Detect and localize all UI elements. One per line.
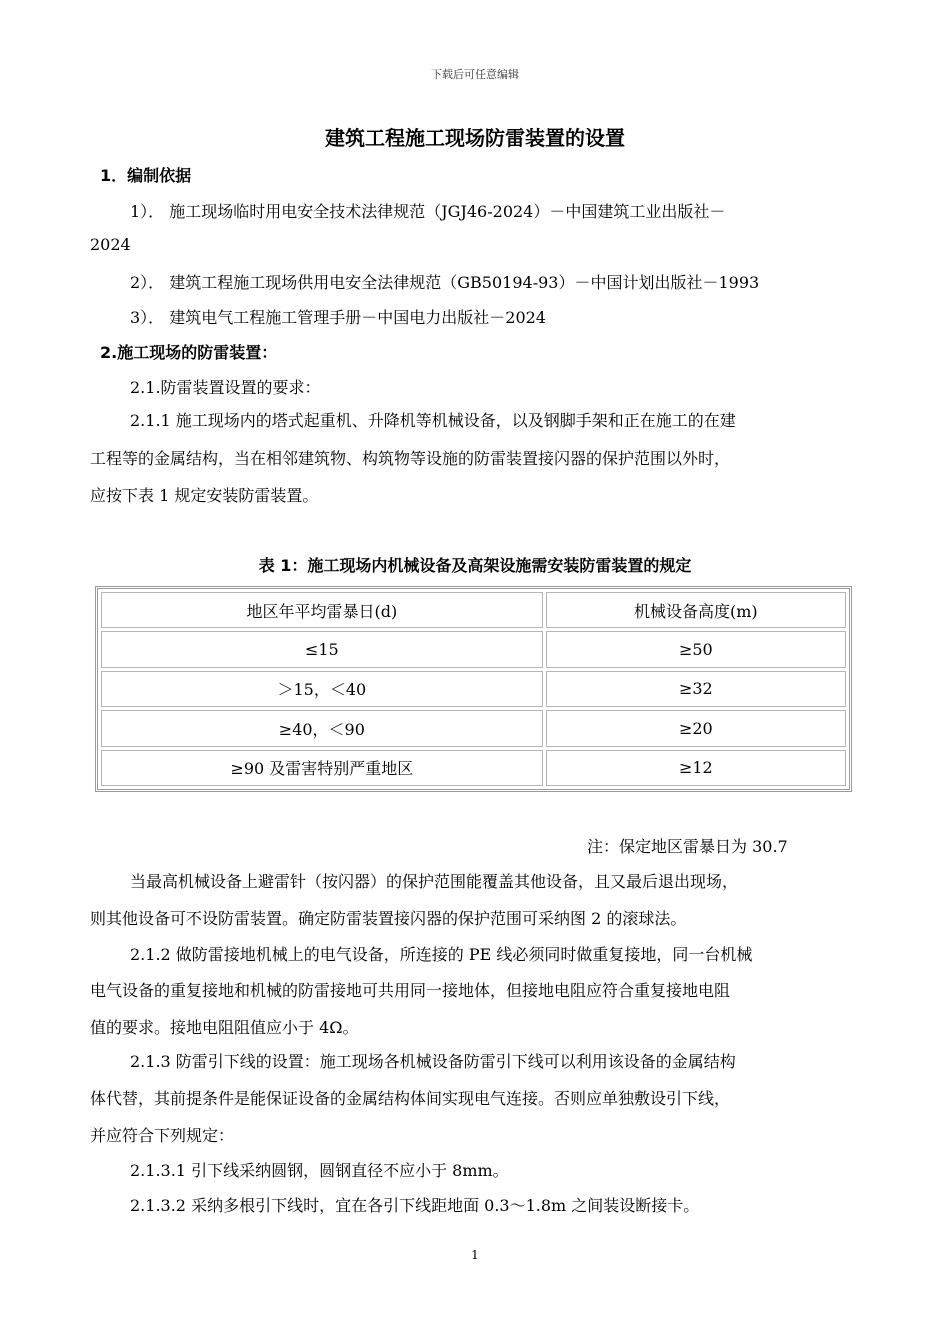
table-cell: ≥32 [546, 671, 846, 707]
section-2-heading: 2.施工现场的防雷装置： [100, 343, 278, 362]
paragraph-2-1-2-line-3: 值的要求。接地电阻阻值应小于 4Ω。 [90, 1018, 359, 1037]
table-header-cell: 地区年平均雷暴日(d) [101, 592, 543, 628]
reference-item-3: 3）． 建筑电气工程施工管理手册－中国电力出版社－2024 [130, 308, 546, 327]
paragraph-2-1-2-line-1: 2.1.2 做防雷接地机械上的电气设备，所连接的 PE 线必须同时做重复接地，同一台机械 [130, 945, 753, 964]
table-row [101, 671, 846, 707]
paragraph-2-1-1-line-2: 工程等的金属结构，当在相邻建筑物、构筑物等设施的防雷装置接闪器的保护范围以外时， [90, 449, 731, 468]
table-cell: ≥40，＜90 [101, 710, 543, 746]
table-caption: 表 1：施工现场内机械设备及高架设施需安装防雷装置的规定 [258, 556, 692, 575]
paragraph-2-1-1-line-1: 2.1.1 施工现场内的塔式起重机、升降机等机械设备，以及钢脚手架和正在施工的在建 [130, 411, 736, 430]
paragraph-2-1-1-line-3: 应按下表 1 规定安装防雷装置。 [90, 486, 319, 505]
table-header-row [101, 592, 846, 628]
paragraph-2-1-3-1: 2.1.3.1 引下线采纳圆钢，圆钢直径不应小于 8mm。 [130, 1161, 509, 1180]
paragraph-a-line-1: 当最高机械设备上避雷针（按闪器）的保护范围能覆盖其他设备，且又最后退出现场， [130, 872, 739, 891]
table-cell: ＞15，＜40 [101, 671, 543, 707]
header-note: 下载后可任意编辑 [431, 68, 519, 81]
paragraph-2-1-3-line-3: 并应符合下列规定： [90, 1126, 235, 1145]
table-row [101, 750, 846, 786]
table-cell: ≥90 及雷害特别严重地区 [101, 750, 543, 786]
lightning-table [95, 586, 852, 792]
paragraph-2-1-2-line-2: 电气设备的重复接地和机械的防雷接地可共用同一接地体，但接地电阻应符合重复接地电阻 [90, 981, 731, 1000]
reference-item-2: 2）． 建筑工程施工现场供用电安全法律规范（GB50194-93）－中国计划出版社－1993 [130, 273, 760, 292]
table-note: 注：保定地区雷暴日为 30.7 [587, 837, 788, 856]
page-number: 1 [471, 1248, 479, 1262]
table-cell: ≥50 [546, 631, 846, 667]
paragraph-2-1-3-line-1: 2.1.3 防雷引下线的设置：施工现场各机械设备防雷引下线可以利用该设备的金属结构 [130, 1052, 736, 1071]
page-title: 建筑工程施工现场防雷装置的设置 [325, 126, 625, 150]
subsection-2-1: 2.1.防雷装置设置的要求： [130, 378, 321, 397]
table-header-cell: 机械设备高度(m) [546, 592, 846, 628]
paragraph-2-1-3-line-2: 体代替，其前提条件是能保证设备的金属结构体间实现电气连接。否则应单独敷设引下线， [90, 1089, 731, 1108]
table-cell: ≤15 [101, 631, 543, 667]
reference-item-1-cont: 2024 [90, 235, 131, 254]
paragraph-2-1-3-2: 2.1.3.2 采纳多根引下线时，宜在各引下线距地面 0.3～1.8m 之间装设断接卡。 [130, 1196, 700, 1215]
reference-item-1: 1）． 施工现场临时用电安全技术法律规范（JGJ46-2024）－中国建筑工业出版社－ [130, 202, 726, 221]
table-cell: ≥12 [546, 750, 846, 786]
table-row [101, 631, 846, 667]
table-cell: ≥20 [546, 710, 846, 746]
section-1-heading: 1．编制依据 [100, 166, 192, 185]
paragraph-a-line-2: 则其他设备可不设防雷装置。确定防雷装置接闪器的保护范围可采纳图 2 的滚球法。 [90, 909, 687, 928]
table-row [101, 710, 846, 746]
